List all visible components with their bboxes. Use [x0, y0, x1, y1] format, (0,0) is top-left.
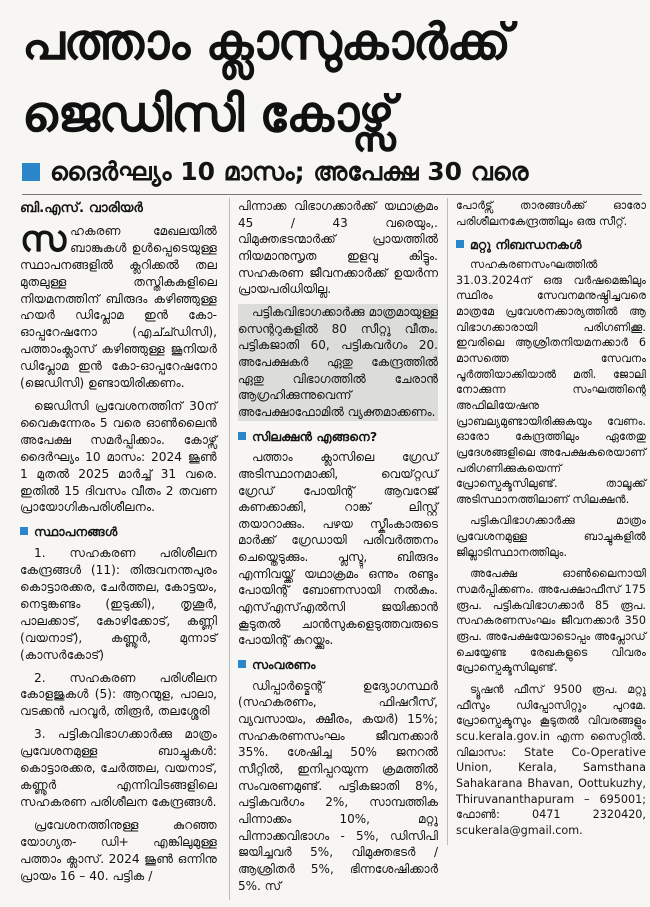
paragraph: ജെഡിസി പ്രവേശനത്തിന് 30ന് വൈകുന്നേരം 5 വരെ ഓൺലൈൻ അപേക്ഷ സമർപ്പിക്കാം. കോഴ്സ് ദൈർഘ്യം 10 മാസം: 2024 ജൂൺ 1 മുതൽ 2025 മാർച്ച് 31 വരെ. ഇതിൽ 15 ദിവസം വീതം 2 തവണ പ്രായോഗികപരിശീലനം.	[20, 398, 217, 515]
paragraph: 2. സഹകരണ പരിശീലന കോളജുകൾ (5): ആറന്മുള, പാലാ, വടക്കൻ പറവൂർ, തിരൂർ, തലശ്ശേരി	[20, 670, 217, 719]
blue-square-bullet-icon	[22, 163, 40, 181]
paragraph	[20, 218, 217, 392]
paragraph: ട്യൂഷൻ ഫീസ് 9500 രൂപ. മറ്റു ഫീസും ഡിപ്പോസിറ്റും പുറമേ. പ്രോസ്പെക്ടസും കൂടുതൽ വിവരങ്ങളും scu.kerala.gov.in എന്ന സൈറ്റിൽ. വിലാസം: State Co-Operative Union, Kerala, Samsthana Sahakarana Bhavan, Oottukuzhy, Thiruvananthapuram – 695001; ഫോൺ: 0471 2320420, scukerala@gmail.com.	[456, 683, 646, 837]
blue-square-bullet-icon	[456, 240, 464, 248]
headline-line-1: പത്താം ക്ലാസുകാർക്ക്	[22, 13, 510, 71]
blue-square-bullet-icon	[238, 432, 246, 440]
paragraph: പത്താം ക്ലാസിലെ ഗ്രേഡ് അടിസ്ഥാനമാക്കി, വെയ്റ്റഡ് ഗ്രേഡ് പോയിന്റ് ആവറേജ് കണക്കാക്കി, റാങ്ക് ലിസ്റ്റ് തയാറാക്കും. പഴയ സ്കീംകാരുടെ മാർക്ക് ഗ്രേഡായി പരിവർത്തനം ചെയ്തെടുക്കും. പ്ലസ്ടു, ബിരുദം എന്നിവയ്ക്ക് യഥാക്രമം ഒന്നും രണ്ടും പോയിന്റ് ബോണസായി നൽകും. എസ്എസ്എൽസി ജയിക്കാൻ കൂടുതൽ ചാൻസുകളെടുത്തവരുടെ പോയിന്റ് കുറയ്ക്കും.	[238, 450, 438, 648]
section-heading-text: സിലക്ഷൻ എങ്ങനെ?	[252, 428, 378, 444]
section-heading	[456, 237, 646, 253]
deck-text: ദൈർഘ്യം 10 മാസം; അപേക്ഷ 30 വരെ	[50, 157, 529, 186]
paragraph-text: ഹകരണ മേഖലയിൽ ബാങ്കുകൾ ഉൾപ്പെടെയുള്ള സ്ഥാപനങ്ങളിൽ ക്ലറിക്കൽ തല മുതലുള്ള തസ്തികകളിലെ നിയമനത്തിന് ബിരുദം കഴിഞ്ഞുള്ള ഹയർ ഡിപ്ലോമ ഇൻ കോ-ഓപ്പറേഷനോ (എച്ച്ഡിസി), പത്താംക്ലാസ് കഴിഞ്ഞുള്ള ജൂനിയർ ഡിപ്ലോമ ഇൻ കോ-ഓപ്പറേഷനോ (ജെഡിസി) ഉണ്ടായിരിക്കണം.	[20, 223, 217, 391]
section-heading	[238, 429, 438, 446]
section-heading-text: സ്ഥാപനങ്ങൾ	[34, 524, 118, 540]
blue-square-bullet-icon	[20, 527, 28, 535]
paragraph: പട്ടികവിഭാഗക്കാർക്കു മാത്രമായുള്ള സെന്ററുകളിൽ 80 സീറ്റു വീതം. പട്ടികജാതി 60, പട്ടികവർഗം 20. അപേക്ഷകർ ഏതു കേന്ദ്രത്തിൽ ഏതു വിഭാഗത്തിൽ ചേരാൻ ആഗ്രഹിക്കുന്നുവെന്ന് അപേക്ഷാഫോമിൽ വ്യക്തമാക്കണം.	[238, 304, 438, 419]
divider	[22, 194, 642, 195]
column-1	[20, 198, 217, 890]
blue-square-bullet-icon	[238, 660, 246, 668]
paragraph: അപേക്ഷ ഓൺലൈനായി സമർപ്പിക്കണം. അപേക്ഷാഫീസ് 175 രൂപ. പട്ടികവിഭാഗക്കാർ 85 രൂപ. സഹകരണസംഘം ജീവനക്കാർ 350 രൂപ. അപേക്ഷയോടൊപ്പം അപ്ലോഡ് ചെയ്യേണ്ട രേഖകളുടെ വിവരം പ്രോസ്പെക്ടസിലുണ്ട്.	[456, 567, 646, 675]
section-heading	[20, 524, 217, 541]
paragraph: പോർട്സ് താരങ്ങൾക്ക് ഓരോ പരിശീലനകേന്ദ്രത്തിലും ഒരു സീറ്റ്.	[456, 199, 646, 228]
paragraph: സഹകരണസംഘത്തിൽ 31.03.2024ന് ഒരു വർഷമെങ്കിലും സ്ഥിരം സേവനമനുഷ്ഠിച്ചവരെ മാത്രമേ പ്രവേശനക്കാര്യത്തിൽ ആ വിഭാഗക്കാരായി പരിഗണിക്കൂ. ഇവരിലെ ആശ്രിതനിയമനക്കാർ 6 മാസത്തെ സേവനം പൂർത്തിയാക്കിയാൽ മതി. ജോലി നോക്കുന്ന സംഘത്തിന്റെ അഫിലിയേഷനു പ്രാബല്യമുണ്ടായിരിക്കുകയും വേണം. ഓരോ കേന്ദ്രത്തിലും ഏതേതു പ്രദേശങ്ങളിലെ അപേക്ഷകരെയാണ് പരിഗണിക്കുകയെന്ന് പ്രോസ്പെക്ടസിലുണ്ട്. താലൂക്ക് അടിസ്ഥാനത്തിലാണ് സിലക്ഷൻ.	[456, 257, 646, 506]
headline-line-2: ജെഡിസി കോഴ്സ്	[22, 85, 394, 143]
section-heading-text: മറ്റു നിബന്ധനകൾ	[470, 237, 582, 253]
paragraph: 1. സഹകരണ പരിശീലന കേന്ദ്രങ്ങൾ (11): തിരുവനന്തപുരം കൊട്ടാരക്കര, ചേർത്തല, കോട്ടയം, നെടുങ്കണ്ടം (ഇടുക്കി), തൃശൂർ, പാലക്കാട്, കോഴിക്കോട്, കണ്ണി (വയനാട്), കണ്ണൂർ, മുന്നാട് (കാസർകോട്)	[20, 546, 217, 662]
paragraph: പിന്നാക്ക വിഭാഗക്കാർക്ക് യഥാക്രമം 45 / 43 വരെയും,. വിമുക്തഭടന്മാർക്ക് പ്രായത്തിൽ നിയമാനുസൃത ഇളവു കിട്ടും. സഹകരണ ജീവനക്കാർക്ക് ഉയർന്ന പ്രായപരിധിയില്ല.	[238, 199, 438, 297]
headline	[22, 6, 632, 150]
deck-subheading	[22, 156, 637, 188]
paragraph: പട്ടികവിഭാഗക്കാർക്കു മാത്രം പ്രവേശനമുള്ള ബാച്ചുകളിൽ ജില്ലാടിസ്ഥാനത്തിലും.	[456, 514, 646, 559]
byline: ബി.എസ്. വാരിയർ	[20, 200, 143, 216]
column-2	[229, 198, 438, 900]
drop-cap: സ	[20, 218, 67, 260]
section-heading	[238, 657, 438, 674]
column-3	[447, 198, 646, 845]
paragraph: ഡിപ്പാർട്മെന്റ് ഉദ്യോഗസ്ഥർ (സഹകരണം, ഫിഷറീസ്, വ്യവസായം, ക്ഷീരം, കയർ) 15%; സഹകരണസംഘം ജീവനക്കാർ 35%. ശേഷിച്ച 50% ജനറൽ സീറ്റിൽ, ഇനിപ്പറയുന്ന ക്രമത്തിൽ സംവരണമുണ്ട്. പട്ടികജാതി 8%, പട്ടികവർഗം 2%, സാമ്പത്തിക പിന്നാക്കം 10%, മറ്റു പിന്നാക്കവിഭാഗം - 5%, ഡിസിപി ജയിച്ചവർ 5%, വിമുക്തഭടർ / ആശ്രിതർ 5%, ഭിന്നശേഷിക്കാർ 5%. സ്	[238, 678, 438, 893]
section-heading-text: സംവരണം	[252, 657, 316, 673]
paragraph: പ്രവേശനത്തിനുള്ള കുറഞ്ഞ യോഗ്യത- ഡി+ എങ്കിലുമുള്ള പത്താം ക്ലാസ്. 2024 ജൂൺ ഒന്നിനു പ്രായം 16 – 40. പട്ടിക /	[20, 817, 217, 883]
paragraph: 3. പട്ടികവിഭാഗക്കാർക്കു മാത്രം പ്രവേശനമുള്ള ബാച്ചുകൾ: കൊട്ടാരക്കര, ചേർത്തല, വയനാട്, കണ്ണൂർ എന്നിവിടങ്ങളിലെ സഹകരണ പരിശീലന കേന്ദ്രങ്ങൾ.	[20, 727, 217, 809]
